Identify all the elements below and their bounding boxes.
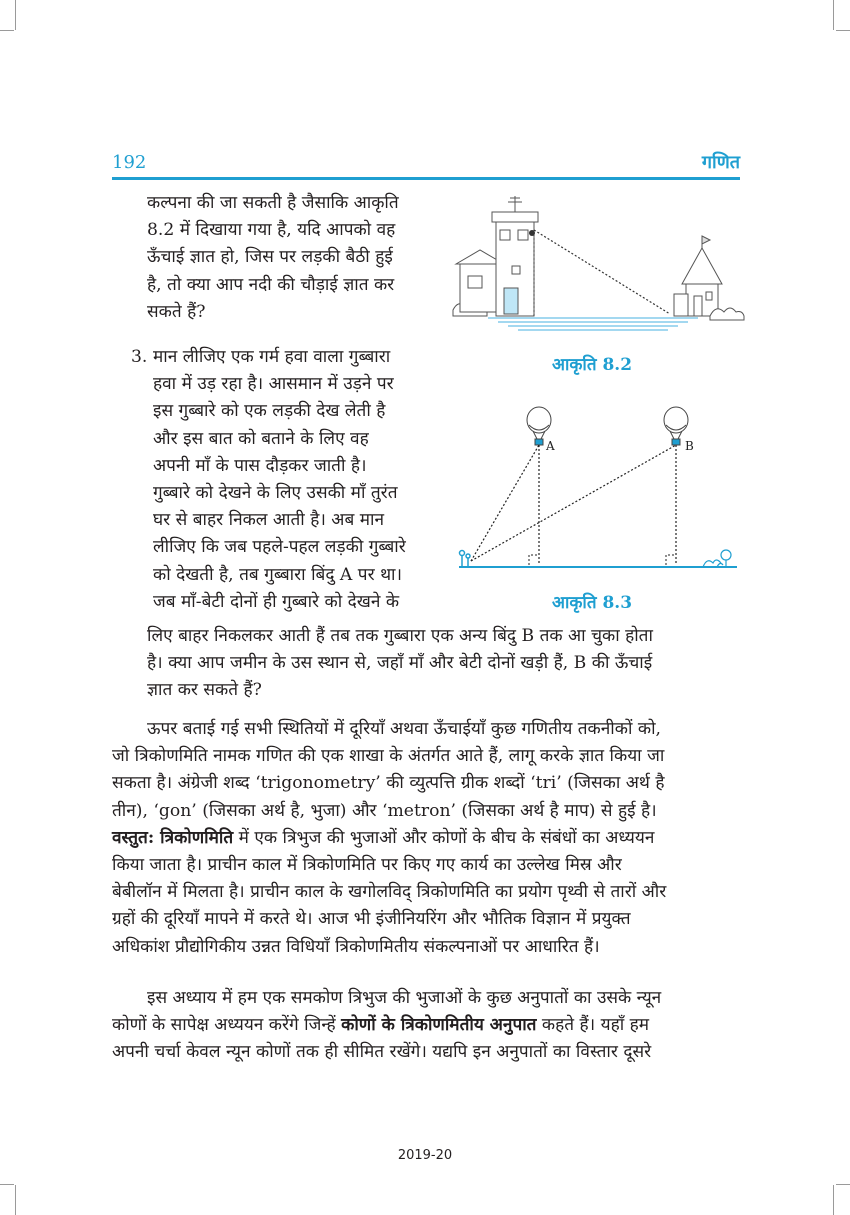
item-3-text [153, 344, 439, 616]
running-title: गणित [701, 152, 740, 173]
figure-8-3 [455, 403, 740, 578]
mother-daughter-figures [460, 551, 471, 567]
bold-term: कोणों के त्रिकोणमितीय अनुपात [341, 1015, 537, 1036]
river [488, 318, 698, 330]
para-top [147, 190, 437, 326]
text-line: अधिकांश प्रौद्योगिकीय उन्नत विधियाँ त्रिकोणमितीय संकल्पनाओं पर आधारित हैं। [112, 936, 600, 957]
text-line: अपनी चर्चा केवल न्यून कोणों तक ही सीमित रखेंगे। यद्यपि इन अनुपातों का विस्तार दूसरे [112, 1042, 652, 1063]
text-line: घर से बाहर निकल आती है। अब मान [153, 510, 384, 531]
text-line-content: कहते हैं। यहाँ हम [536, 1015, 650, 1036]
text-line: सकते हैं? [147, 301, 206, 322]
figure-8-3-caption: आकृति 8.3 [552, 593, 633, 613]
text-line: ऊँचाई ज्ञात हो, जिस पर लड़की बैठी हुई [147, 247, 393, 268]
text-line: जो त्रिकोणमिति नामक गणित की एक शाखा के अंतर्गत आते हैं, लागू करके ज्ञात किया जा [112, 746, 665, 767]
paragraph-trigonometry-intro [112, 716, 740, 961]
point-a-label: A [546, 439, 555, 453]
crop-mark [836, 30, 850, 31]
text-line: लिए बाहर निकलकर आती हैं तब तक गुब्बारा एक अन्य बिंदु B तक आ चुका होता [147, 626, 653, 646]
text-line: को देखती है, तब गुब्बारा बिंदु A पर था। [153, 564, 403, 585]
text-line: और इस बात को बताने के लिए वह [153, 428, 369, 449]
text-line-content: ऊपर बताई गई सभी स्थितियों में दूरियाँ अथवा ऊँचाईयाँ कुछ गणितीय तकनीकों को, [147, 719, 661, 739]
text-line: अपनी माँ के पास दौड़कर जाती है। [153, 455, 367, 476]
text-line: किया जाता है। प्राचीन काल में त्रिकोणमिति पर किए गए कार्य का उल्लेख मिस्र और [112, 855, 622, 876]
text-line: इस गुब्बारे को एक लड़की देख लेती है [153, 401, 386, 422]
paragraph-chapter-scope [112, 985, 740, 1067]
text-line: जब माँ-बेटी दोनों ही गुब्बारे को देखने के [153, 591, 400, 612]
shrubs [703, 550, 731, 567]
text-line: लीजिए कि जब पहले-पहल लड़की गुब्बारे [153, 537, 406, 558]
temple-right [674, 236, 722, 316]
text-line: ज्ञात कर सकते हैं? [147, 680, 262, 701]
text-line: तीन), ‘gon’ (जिसका अर्थ है, भुजा) और ‘metron’ (जिसका अर्थ है माप) से हुई है। [112, 800, 657, 821]
crop-mark [15, 0, 16, 30]
bush-right [710, 308, 744, 320]
text-line: गुब्बारे को देखने के लिए उसकी माँ तुरंत [153, 483, 398, 504]
text-line: मान लीजिए एक गर्म हवा वाला गुब्बारा [153, 347, 391, 367]
figure-8-2 [448, 192, 748, 334]
bold-term: वस्तुत: त्रिकोणमिति [112, 827, 234, 848]
house-left [456, 196, 538, 316]
text-line: है, तो क्या आप नदी की चौड़ाई ज्ञात कर [147, 274, 395, 295]
crop-mark [0, 1184, 14, 1185]
crop-mark [836, 1184, 850, 1185]
right-angle-b [666, 555, 676, 565]
crop-mark [833, 1185, 834, 1215]
figure-8-2-caption: आकृति 8.2 [552, 355, 633, 375]
page-number: 192 [112, 152, 147, 173]
crop-mark [0, 30, 14, 31]
text-line: सकता है। अंग्रेजी शब्द ‘trigonometry’ की व्युत्पत्ति ग्रीक शब्दों ‘tri’ (जिसका अर्थ है [112, 773, 665, 794]
text-line [112, 716, 740, 743]
text-line-content: कोणों के सापेक्ष अध्ययन करेंगे जिन्हें [112, 1015, 342, 1036]
header-rule [112, 177, 740, 180]
point-b-label: B [685, 439, 694, 453]
text-line: बेबीलॉन में मिलता है। प्राचीन काल के खगोलविद् त्रिकोणमिति का प्रयोग पृथ्वी से तारों और [112, 882, 667, 903]
text-line-content: इस अध्याय में हम एक समकोण त्रिभुज की भुजाओं के कुछ अनुपातों का उसके न्यून [147, 988, 662, 1008]
crop-mark [833, 0, 834, 30]
sight-lines [471, 445, 676, 565]
text-line [112, 825, 740, 852]
item-3-number: 3. [131, 347, 148, 367]
sight-line [534, 230, 670, 314]
right-angle-a [529, 555, 539, 565]
text-line [112, 1012, 740, 1039]
text-line: है। क्या आप जमीन के उस स्थान से, जहाँ माँ और बेटी दोनों खड़ी हैं, B की ऊँचाई [147, 653, 653, 674]
crop-mark [15, 1185, 16, 1215]
text-line [112, 985, 740, 1012]
text-line-content: में एक त्रिभुज की भुजाओं और कोणों के बीच के संबंधों का अध्ययन [233, 827, 655, 848]
text-line: कल्पना की जा सकती है जैसाकि आकृति [147, 193, 399, 213]
text-line: 8.2 में दिखाया गया है, यदि आपको वह [147, 220, 396, 241]
text-line: हवा में उड़ रहा है। आसमान में उड़ने पर [153, 374, 394, 395]
footer-year: 2019-20 [397, 1148, 453, 1163]
text-line: ग्रहों की दूरियाँ मापने में करते थे। आज भी इंजीनियरिंग और भौतिक विज्ञान में प्रयुक्त [112, 909, 631, 930]
item-3-continued [147, 623, 740, 705]
